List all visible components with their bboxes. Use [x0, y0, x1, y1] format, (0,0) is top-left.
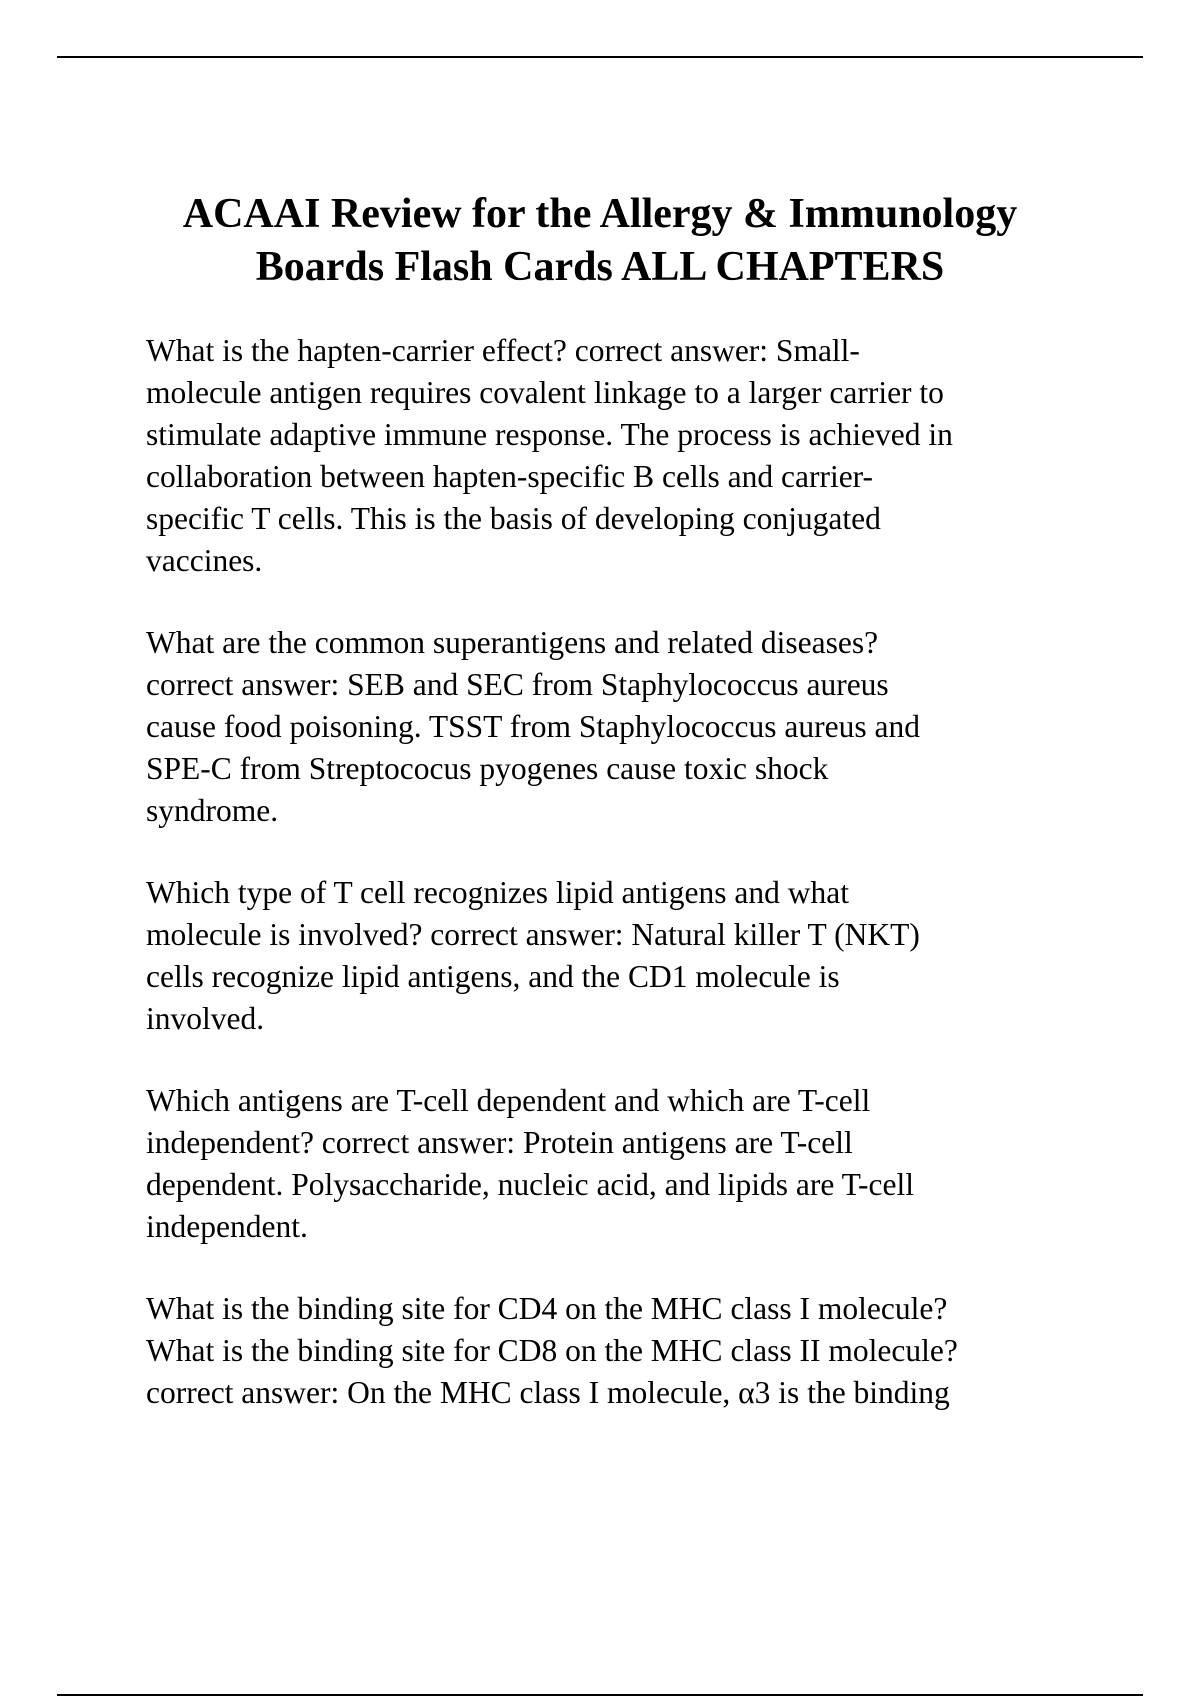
card-line: cause food poisoning. TSST from Staphylococcus aureus and: [146, 709, 920, 744]
card-line: syndrome.: [146, 793, 279, 828]
card-line: What is the binding site for CD4 on the MHC class I molecule?: [146, 1291, 948, 1326]
flashcard-superantigens: [146, 622, 1086, 832]
card-line: correct answer: SEB and SEC from Staphylococcus aureus: [146, 667, 889, 702]
flashcard-hapten-carrier: [146, 330, 1086, 582]
card-line: What are the common superantigens and related diseases?: [146, 625, 879, 660]
flashcard-lipid-antigens: [146, 872, 1086, 1040]
card-line: stimulate adaptive immune response. The process is achieved in: [146, 417, 953, 452]
top-rule: [57, 56, 1143, 58]
card-line: What is the hapten-carrier effect? correct answer: Small-: [146, 333, 860, 368]
card-line: involved.: [146, 1001, 265, 1036]
bottom-rule: [57, 1694, 1143, 1696]
card-line: molecule antigen requires covalent linkage to a larger carrier to: [146, 375, 944, 410]
card-line: SPE-C from Streptococus pyogenes cause toxic shock: [146, 751, 829, 786]
card-line: vaccines.: [146, 543, 263, 578]
title-line: ACAAI Review for the Allergy & Immunology: [182, 191, 1018, 237]
card-line: independent? correct answer: Protein antigens are T-cell: [146, 1125, 853, 1160]
flashcard-mhc-binding-sites: [146, 1288, 1086, 1414]
card-line: specific T cells. This is the basis of developing conjugated: [146, 501, 881, 536]
flashcard-list: [146, 330, 1086, 1454]
card-line: molecule is involved? correct answer: Natural killer T (NKT): [146, 917, 920, 952]
card-line: independent.: [146, 1209, 308, 1244]
card-line: correct answer: On the MHC class I molecule, α3 is the binding: [146, 1375, 950, 1410]
document-title: [100, 188, 1100, 294]
card-line: What is the binding site for CD8 on the MHC class II molecule?: [146, 1333, 958, 1368]
card-line: collaboration between hapten-specific B cells and carrier-: [146, 459, 874, 494]
card-line: cells recognize lipid antigens, and the CD1 molecule is: [146, 959, 840, 994]
card-line: dependent. Polysaccharide, nucleic acid, and lipids are T-cell: [146, 1167, 914, 1202]
flashcard-t-cell-dependence: [146, 1080, 1086, 1248]
card-line: Which type of T cell recognizes lipid antigens and what: [146, 875, 849, 910]
title-line: Boards Flash Cards ALL CHAPTERS: [255, 244, 945, 290]
card-line: Which antigens are T-cell dependent and which are T-cell: [146, 1083, 871, 1118]
